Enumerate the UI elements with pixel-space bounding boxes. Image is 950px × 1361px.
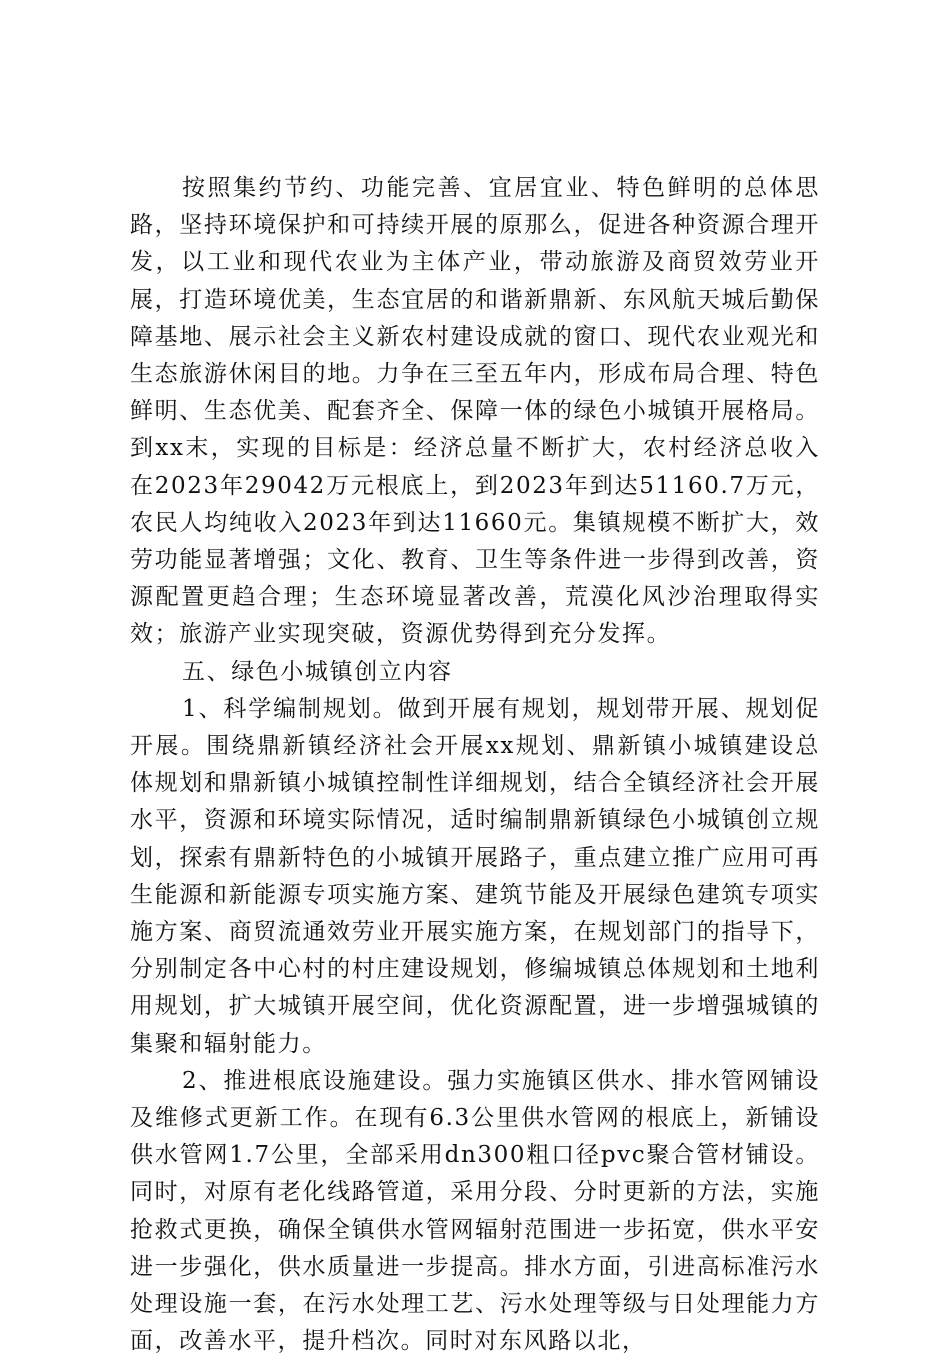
section-heading: 五、绿色小城镇创立内容 [182, 658, 453, 685]
document-body [130, 170, 820, 1361]
item-paragraph-planning: 1、科学编制规划。做到开展有规划，规划带开展、规划促开展。围绕鼎新镇经济社会开展xx规划、鼎新镇小城镇建设总体规划和鼎新镇小城镇控制性详细规划，结合全镇经济社会开展水平，资源和环境实际情况，适时编制鼎新镇绿色小城镇创立规划，探索有鼎新特色的小城镇开展路子，重点建立推广应用可再生能源和新能源专项实施方案、建筑节能及开展绿色建筑专项实施方案、商贸流通效劳业开展实施方案，在规划部门的指导下，分别制定各中心村的村庄建设规划，修编城镇总体规划和土地利用规划，扩大城镇开展空间，优化资源配置，进一步增强城镇的集聚和辐射能力。 [130, 695, 820, 1057]
item-paragraph-infrastructure: 2、推进根底设施建设。强力实施镇区供水、排水管网铺设及维修式更新工作。在现有6.3公里供水管网的根底上，新铺设供水管网1.7公里，全部采用dn300粗口径pvc聚合管材铺设。同时，对原有老化线路管道，采用分段、分时更新的方法，实施抢救式更换，确保全镇供水管网辐射范围进一步拓宽，供水平安进一步强化，供水质量进一步提高。排水方面，引进高标准污水处理设施一套，在污水处理工艺、污水处理等级与日处理能力方面，改善水平，提升档次。同时对东风路以北， [130, 1067, 820, 1355]
intro-paragraph: 按照集约节约、功能完善、宜居宜业、特色鲜明的总体思路，坚持环境保护和可持续开展的原那么，促进各种资源合理开发，以工业和现代农业为主体产业，带动旅游及商贸效劳业开展，打造环境优美，生态宜居的和谐新鼎新、东风航天城后勤保障基地、展示社会主义新农村建设成就的窗口、现代农业观光和生态旅游休闲目的地。力争在三至五年内，形成布局合理、特色鲜明、生态优美、配套齐全、保障一体的绿色小城镇开展格局。到xx末，实现的目标是：经济总量不断扩大，农村经济总收入在2023年29042万元根底上，到2023年到达51160.7万元，农民人均纯收入2023年到达11660元。集镇规模不断扩大，效劳功能显著增强；文化、教育、卫生等条件进一步得到改善，资源配置更趋合理；生态环境显著改善，荒漠化风沙治理取得实效；旅游产业实现突破，资源优势得到充分发挥。 [130, 175, 820, 648]
